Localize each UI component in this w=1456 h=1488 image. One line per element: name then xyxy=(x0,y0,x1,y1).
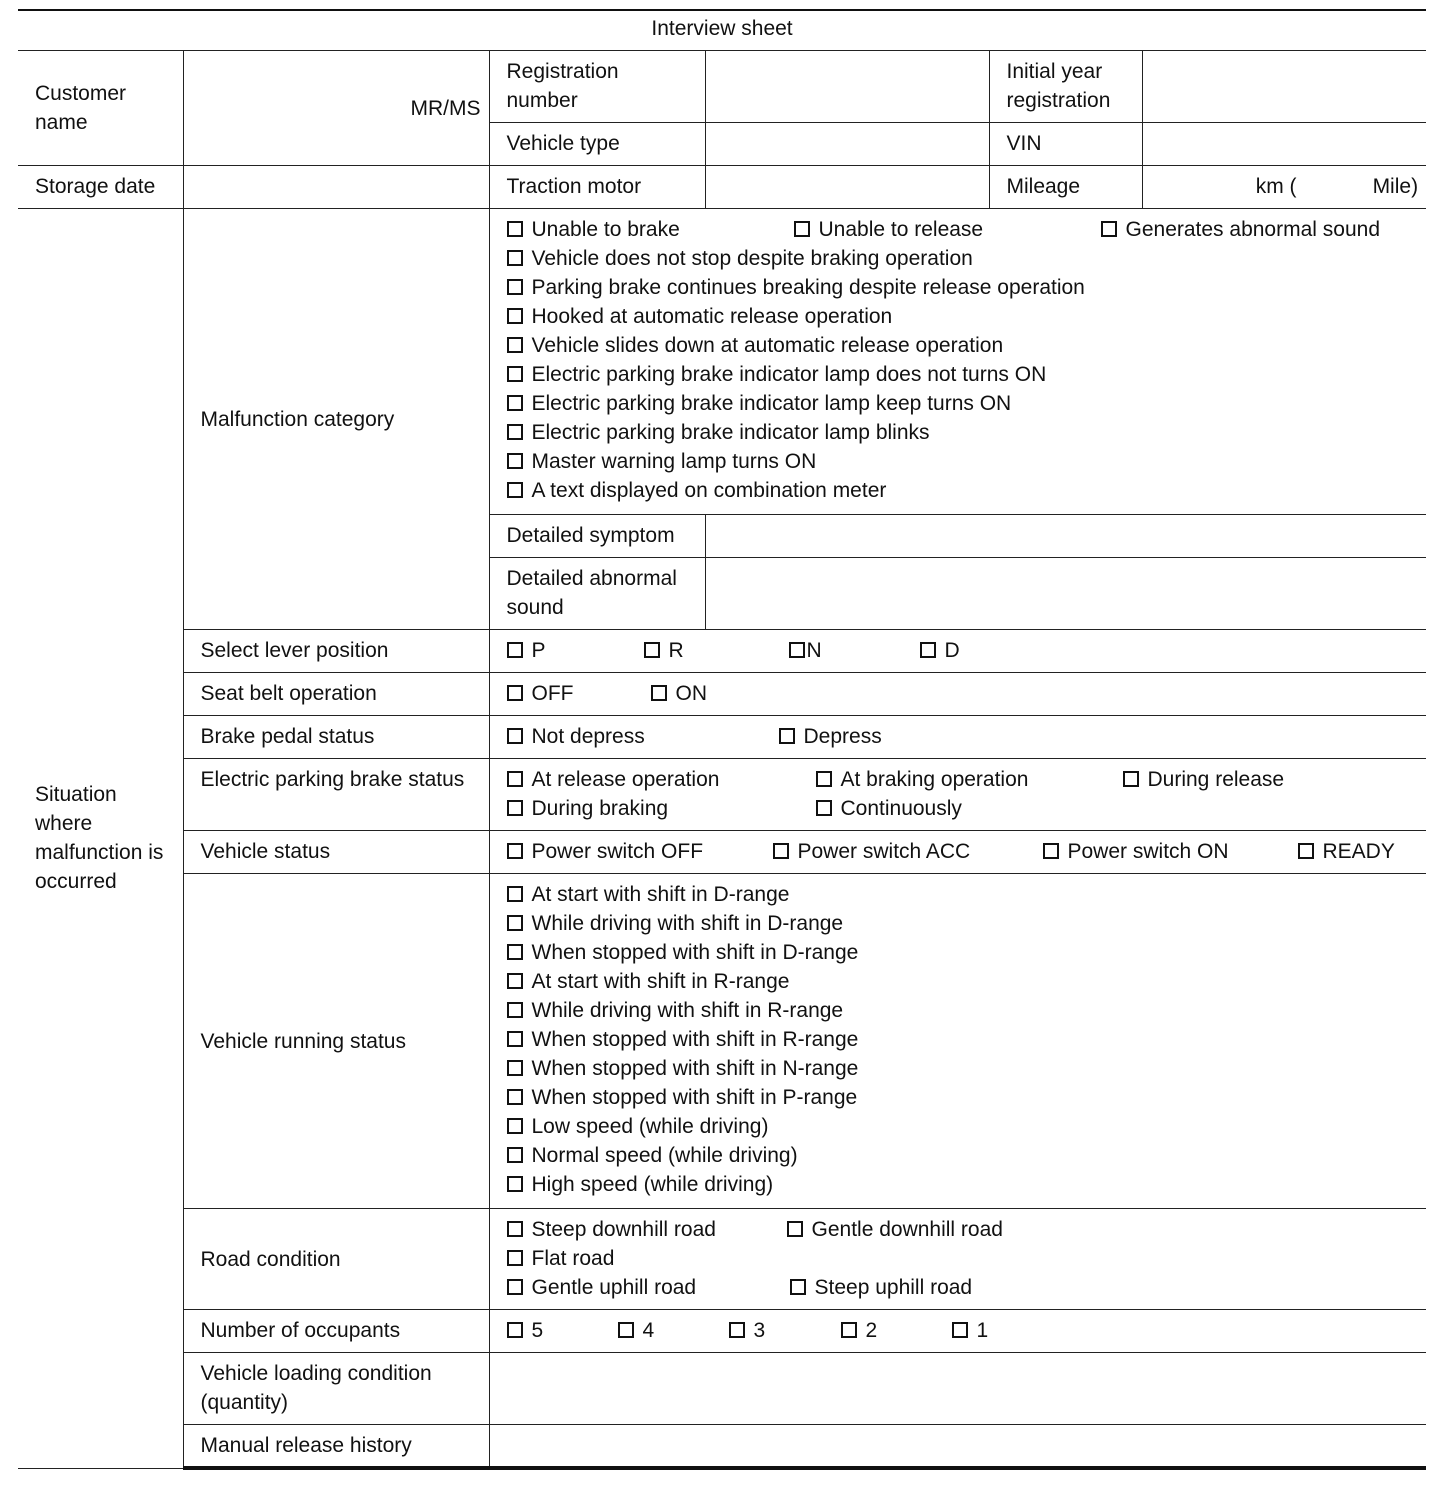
vehicle-type-label: Vehicle type xyxy=(489,123,705,166)
traction-motor-field[interactable] xyxy=(705,166,989,209)
detailed-symptom-label: Detailed symptom xyxy=(489,515,705,558)
malfunction-option[interactable]: Unable to release xyxy=(794,215,1101,244)
epb-option[interactable]: Continuously xyxy=(816,794,962,823)
checkbox-icon[interactable] xyxy=(507,1118,523,1134)
checkbox-icon[interactable] xyxy=(1298,843,1314,859)
registration-number-field[interactable] xyxy=(705,51,989,123)
lever-option-r[interactable]: R xyxy=(644,636,789,665)
epb-status-label: Electric parking brake status xyxy=(183,759,489,831)
seat-belt-options xyxy=(489,673,1426,716)
running-status-option[interactable]: Normal speed (while driving) xyxy=(507,1141,1411,1170)
running-status-option[interactable]: When stopped with shift in R-range xyxy=(507,1025,1411,1054)
road-condition-label: Road condition xyxy=(183,1209,489,1310)
checkbox-icon[interactable] xyxy=(952,1322,968,1338)
customer-name-label: Customer name xyxy=(18,51,183,166)
checkbox-icon[interactable] xyxy=(507,453,523,469)
checkbox-icon[interactable] xyxy=(507,1031,523,1047)
running-status-option[interactable]: When stopped with shift in N-range xyxy=(507,1054,1411,1083)
checkbox-icon[interactable] xyxy=(920,642,936,658)
checkbox-icon[interactable] xyxy=(507,642,523,658)
checkbox-icon[interactable] xyxy=(507,1221,523,1237)
checkbox-icon[interactable] xyxy=(507,482,523,498)
running-status-option[interactable]: At start with shift in R-range xyxy=(507,967,1411,996)
checkbox-icon[interactable] xyxy=(790,1279,806,1295)
registration-number-label: Registration number xyxy=(489,51,705,123)
running-status-option[interactable]: When stopped with shift in D-range xyxy=(507,938,1411,967)
vehicle-status-option[interactable]: READY xyxy=(1298,837,1395,866)
seat-belt-option-off[interactable]: OFF xyxy=(507,679,651,708)
checkbox-icon[interactable] xyxy=(507,1089,523,1105)
mileage-mile-unit: Mile) xyxy=(1372,175,1419,198)
checkbox-icon[interactable] xyxy=(1123,771,1139,787)
checkbox-icon[interactable] xyxy=(816,800,832,816)
malfunction-option[interactable]: Master warning lamp turns ON xyxy=(507,447,1411,476)
checkbox-icon[interactable] xyxy=(789,642,805,658)
checkbox-icon[interactable] xyxy=(816,771,832,787)
checkbox-icon[interactable] xyxy=(507,685,523,701)
vehicle-status-options xyxy=(489,831,1426,874)
checkbox-icon[interactable] xyxy=(507,424,523,440)
storage-date-label: Storage date xyxy=(18,166,183,209)
malfunction-options xyxy=(489,209,1426,515)
running-status-label: Vehicle running status xyxy=(183,874,489,1209)
epb-option[interactable]: At braking operation xyxy=(816,765,1123,794)
checkbox-icon[interactable] xyxy=(507,973,523,989)
mileage-km-unit: km ( xyxy=(1255,175,1297,198)
checkbox-icon[interactable] xyxy=(507,1250,523,1266)
checkbox-icon[interactable] xyxy=(507,944,523,960)
malfunction-option[interactable]: Electric parking brake indicator lamp does not turns ON xyxy=(507,360,1411,389)
mr-ms-label: MR/MS xyxy=(410,96,481,120)
checkbox-icon[interactable] xyxy=(841,1322,857,1338)
checkbox-icon[interactable] xyxy=(507,843,523,859)
manual-release-field[interactable] xyxy=(489,1425,1426,1469)
vin-field[interactable] xyxy=(1142,123,1426,166)
epb-status-options xyxy=(489,759,1426,831)
checkbox-icon[interactable] xyxy=(507,886,523,902)
select-lever-options xyxy=(489,630,1426,673)
seat-belt-option-on[interactable]: ON xyxy=(651,679,708,708)
malfunction-option[interactable]: Vehicle slides down at automatic release operation xyxy=(507,331,1411,360)
checkbox-icon[interactable] xyxy=(507,1060,523,1076)
storage-date-field[interactable] xyxy=(183,166,489,209)
road-condition-option[interactable]: Steep downhill road xyxy=(507,1215,787,1244)
initial-year-label: Initial year registration xyxy=(989,51,1142,123)
occupants-option[interactable]: 1 xyxy=(952,1316,989,1345)
checkbox-icon[interactable] xyxy=(507,337,523,353)
occupants-option[interactable]: 5 xyxy=(507,1316,618,1345)
lever-option-d[interactable]: D xyxy=(920,636,960,665)
initial-year-field[interactable] xyxy=(1142,51,1426,123)
loading-field[interactable] xyxy=(489,1353,1426,1425)
checkbox-icon[interactable] xyxy=(507,771,523,787)
traction-motor-label: Traction motor xyxy=(489,166,705,209)
occupants-option[interactable]: 2 xyxy=(841,1316,952,1345)
checkbox-icon[interactable] xyxy=(507,915,523,931)
malfunction-option[interactable]: Electric parking brake indicator lamp keep turns ON xyxy=(507,389,1411,418)
running-status-option[interactable]: While driving with shift in R-range xyxy=(507,996,1411,1025)
road-condition-option[interactable]: Gentle downhill road xyxy=(787,1215,1003,1244)
detailed-sound-field[interactable] xyxy=(705,558,1426,630)
malfunction-option[interactable]: Electric parking brake indicator lamp blinks xyxy=(507,418,1411,447)
vin-label: VIN xyxy=(989,123,1142,166)
checkbox-icon[interactable] xyxy=(507,395,523,411)
checkbox-icon[interactable] xyxy=(651,685,667,701)
checkbox-icon[interactable] xyxy=(507,308,523,324)
sheet-title: Interview sheet xyxy=(18,10,1426,51)
checkbox-icon[interactable] xyxy=(787,1221,803,1237)
loading-label: Vehicle loading condition (quantity) xyxy=(183,1353,489,1425)
road-condition-options xyxy=(489,1209,1426,1310)
checkbox-icon[interactable] xyxy=(644,642,660,658)
road-condition-option[interactable]: Gentle uphill road xyxy=(507,1273,790,1302)
malfunction-option[interactable]: Hooked at automatic release operation xyxy=(507,302,1411,331)
checkbox-icon[interactable] xyxy=(729,1322,745,1338)
brake-pedal-options xyxy=(489,716,1426,759)
checkbox-icon[interactable] xyxy=(507,728,523,744)
running-status-option[interactable]: At start with shift in D-range xyxy=(507,880,1411,909)
running-status-option[interactable]: While driving with shift in D-range xyxy=(507,909,1411,938)
customer-name-field[interactable] xyxy=(183,51,489,166)
detailed-sound-label: Detailed abnormal sound xyxy=(489,558,705,630)
running-status-option[interactable]: High speed (while driving) xyxy=(507,1170,1411,1199)
situation-label xyxy=(18,209,183,1469)
seat-belt-label: Seat belt operation xyxy=(183,673,489,716)
checkbox-icon[interactable] xyxy=(507,1147,523,1163)
malfunction-option[interactable]: A text displayed on combination meter xyxy=(507,476,1411,505)
malfunction-option[interactable]: Vehicle does not stop despite braking operation xyxy=(507,244,1411,273)
select-lever-label: Select lever position xyxy=(183,630,489,673)
running-status-option[interactable]: When stopped with shift in P-range xyxy=(507,1083,1411,1112)
malfunction-row1 xyxy=(507,215,1411,244)
checkbox-icon[interactable] xyxy=(779,728,795,744)
occupants-option[interactable]: 4 xyxy=(618,1316,729,1345)
checkbox-icon[interactable] xyxy=(507,250,523,266)
running-status-options xyxy=(489,874,1426,1209)
vehicle-status-option[interactable]: Power switch ACC xyxy=(773,837,1043,866)
interview-table xyxy=(18,9,1426,1470)
epb-option[interactable]: During braking xyxy=(507,794,816,823)
checkbox-icon[interactable] xyxy=(507,1002,523,1018)
mileage-label: Mileage xyxy=(989,166,1142,209)
checkbox-icon[interactable] xyxy=(507,1322,523,1338)
malfunction-option[interactable]: Parking brake continues breaking despite release operation xyxy=(507,273,1411,302)
checkbox-icon[interactable] xyxy=(794,221,810,237)
brake-pedal-option[interactable]: Not depress xyxy=(507,722,779,751)
mileage-field[interactable] xyxy=(1142,166,1426,209)
checkbox-icon[interactable] xyxy=(1101,221,1117,237)
checkbox-icon[interactable] xyxy=(773,843,789,859)
situation-label-text: Situation where malfunction is occurred xyxy=(35,783,164,894)
malfunction-option[interactable]: Unable to brake xyxy=(507,215,794,244)
running-status-option[interactable]: Low speed (while driving) xyxy=(507,1112,1411,1141)
vehicle-status-option[interactable]: Power switch ON xyxy=(1043,837,1298,866)
checkbox-icon[interactable] xyxy=(507,366,523,382)
checkbox-icon[interactable] xyxy=(1043,843,1059,859)
epb-option[interactable]: During release xyxy=(1123,765,1285,794)
checkbox-icon[interactable] xyxy=(507,1176,523,1192)
detailed-symptom-field[interactable] xyxy=(705,515,1426,558)
vehicle-status-option[interactable]: Power switch OFF xyxy=(507,837,773,866)
road-condition-option[interactable]: Flat road xyxy=(507,1244,615,1273)
checkbox-icon[interactable] xyxy=(618,1322,634,1338)
lever-option-n[interactable]: N xyxy=(789,636,920,665)
vehicle-type-field[interactable] xyxy=(705,123,989,166)
malfunction-option[interactable]: Generates abnormal sound xyxy=(1101,215,1381,244)
malfunction-category-label: Malfunction category xyxy=(183,209,489,630)
occupants-label: Number of occupants xyxy=(183,1310,489,1353)
manual-release-label: Manual release history xyxy=(183,1425,489,1469)
checkbox-icon[interactable] xyxy=(507,800,523,816)
checkbox-icon[interactable] xyxy=(507,279,523,295)
road-condition-option[interactable]: Steep uphill road xyxy=(790,1273,973,1302)
epb-option[interactable]: At release operation xyxy=(507,765,816,794)
occupants-options xyxy=(489,1310,1426,1353)
vehicle-status-label: Vehicle status xyxy=(183,831,489,874)
lever-option-p[interactable]: P xyxy=(507,636,644,665)
brake-pedal-option[interactable]: Depress xyxy=(779,722,882,751)
occupants-option[interactable]: 3 xyxy=(729,1316,841,1345)
mileage-mile-blank[interactable] xyxy=(1297,172,1373,201)
interview-sheet xyxy=(18,9,1426,1470)
brake-pedal-label: Brake pedal status xyxy=(183,716,489,759)
title-row xyxy=(18,10,1426,51)
checkbox-icon[interactable] xyxy=(507,1279,523,1295)
checkbox-icon[interactable] xyxy=(507,221,523,237)
